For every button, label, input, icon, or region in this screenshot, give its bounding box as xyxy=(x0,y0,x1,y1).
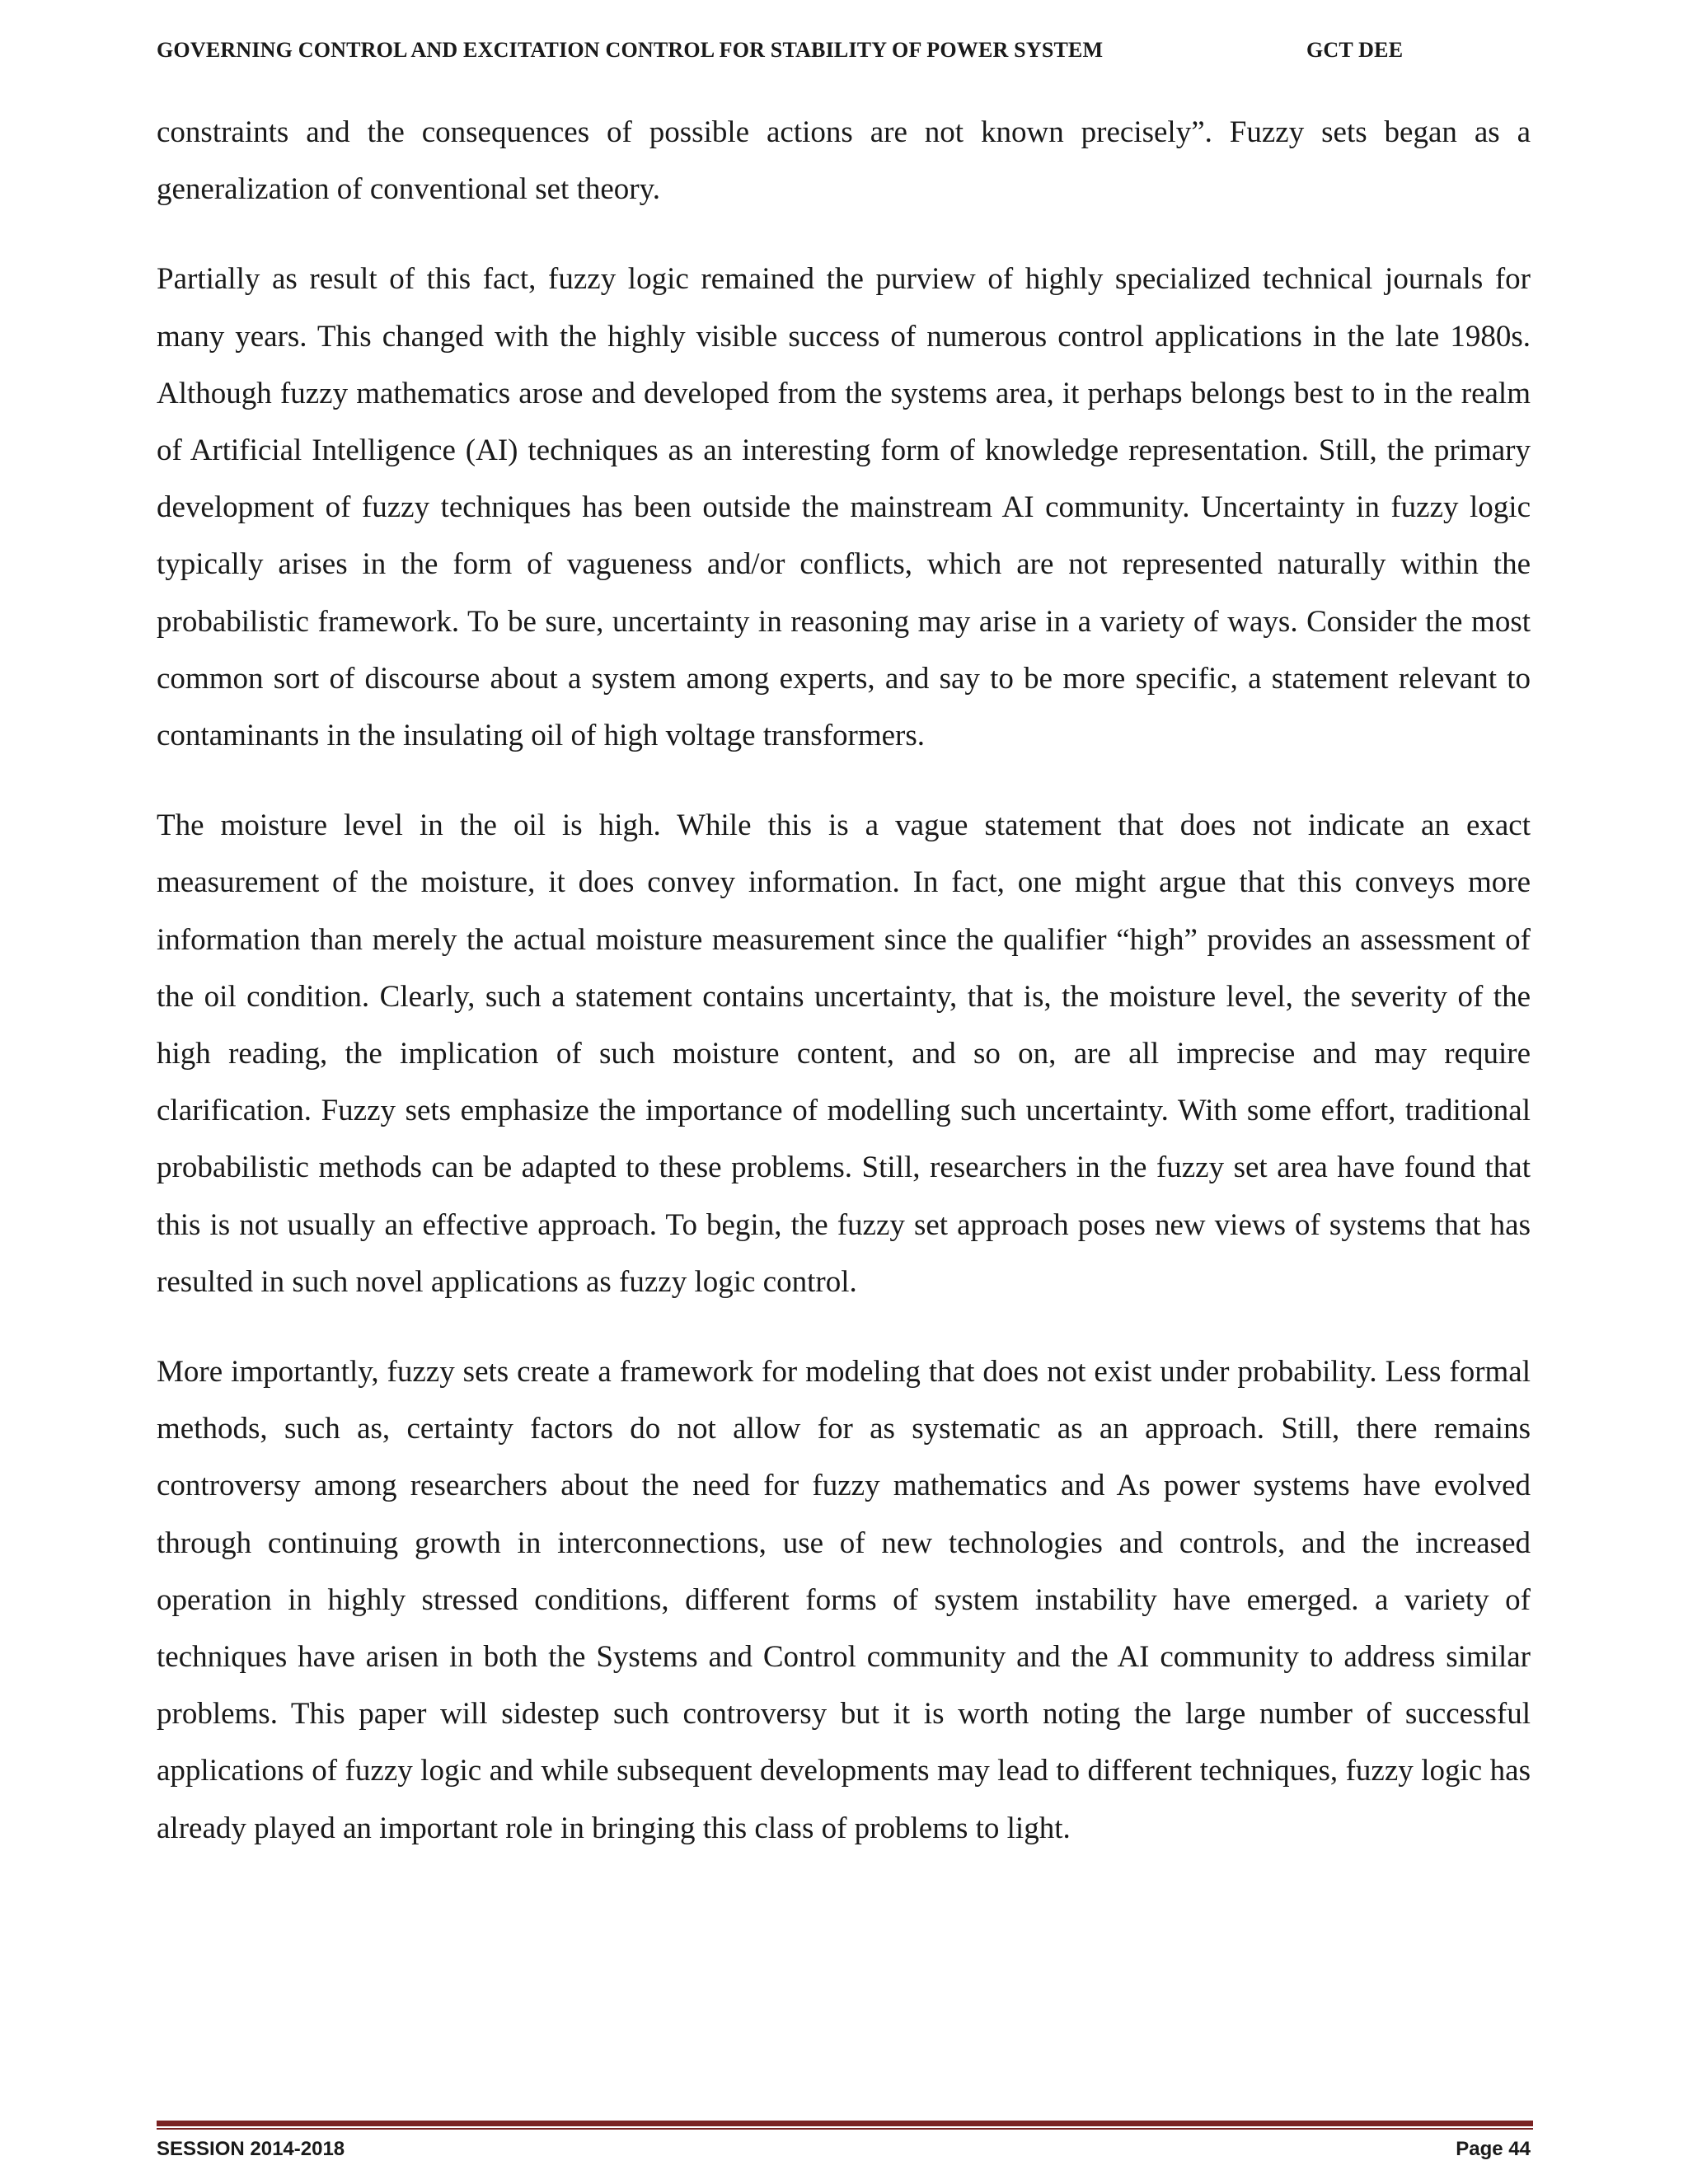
paragraph-2: Partially as result of this fact, fuzzy logic remained the purview of highly specialized technical journals for many years. This changed with the highly visible success of numerous control applications in the late 1980s. Although fuzzy mathematics arose and developed from the systems area, it perhaps belongs best to in the realm of Artificial Intelligence (AI) techniques as an interesting form of knowledge representation. Still, the primary development of fuzzy techniques has been outside the mainstream AI community. Uncertainty in fuzzy logic typically arises in the form of vagueness and/or conflicts, which are not represented naturally within the probabilistic framework. To be sure, uncertainty in reasoning may arise in a variety of ways. Consider the most common sort of discourse about a system among experts, and say to be more specific, a statement relevant to contaminants in the insulating oil of high voltage transformers. xyxy=(157,262,1531,753)
body-text xyxy=(157,104,1531,1890)
page-header xyxy=(157,38,1414,68)
page-footer xyxy=(157,2138,1531,2166)
page-number: Page 44 xyxy=(1456,2138,1531,2160)
paragraph-3: The moisture level in the oil is high. While this is a vague statement that does not indicate an exact measurement of the moisture, it does convey information. In fact, one might argue that this conveys more information than merely the actual moisture measurement since the qualifier “high” provides an assessment of the oil condition. Clearly, such a statement contains uncertainty, that is, the moisture level, the severity of the high reading, the implication of such moisture content, and so on, are all imprecise and may require clarification. Fuzzy sets emphasize the importance of modelling such uncertainty. With some effort, traditional probabilistic methods can be adapted to these problems. Still, researchers in the fuzzy set area have found that this is not usually an effective approach. To begin, the fuzzy set approach poses new views of systems that has resulted in such novel applications as fuzzy logic control. xyxy=(157,808,1531,1299)
footer-divider-thick xyxy=(157,2121,1533,2126)
footer-divider-thin xyxy=(157,2128,1533,2130)
footer-divider xyxy=(157,2121,1533,2130)
header-department: GCT DEE xyxy=(1306,38,1404,62)
footer-session: SESSION 2014-2018 xyxy=(157,2138,345,2160)
header-title: GOVERNING CONTROL AND EXCITATION CONTROL FOR STABILITY OF POWER SYSTEM xyxy=(157,38,1104,62)
paragraph-4: More importantly, fuzzy sets create a framework for modeling that does not exist under probability. Less formal methods, such as, certainty factors do not allow for as systematic as an approach. Still, there remains controversy among researchers about the need for fuzzy mathematics and As power systems have evolved through continuing growth in interconnections, use of new technologies and controls, and the increased operation in highly stressed conditions, different forms of system instability have emerged. a variety of techniques have arisen in both the Systems and Control community and the AI community to address similar problems. This paper will sidestep such controversy but it is worth noting the large number of successful applications of fuzzy logic and while subsequent developments may lead to different techniques, fuzzy logic has already played an important role in bringing this class of problems to light. xyxy=(157,1355,1531,1845)
paragraph-1: constraints and the consequences of possible actions are not known precisely”. Fuzzy sets began as a generalization of conventional set theory. xyxy=(157,115,1531,207)
